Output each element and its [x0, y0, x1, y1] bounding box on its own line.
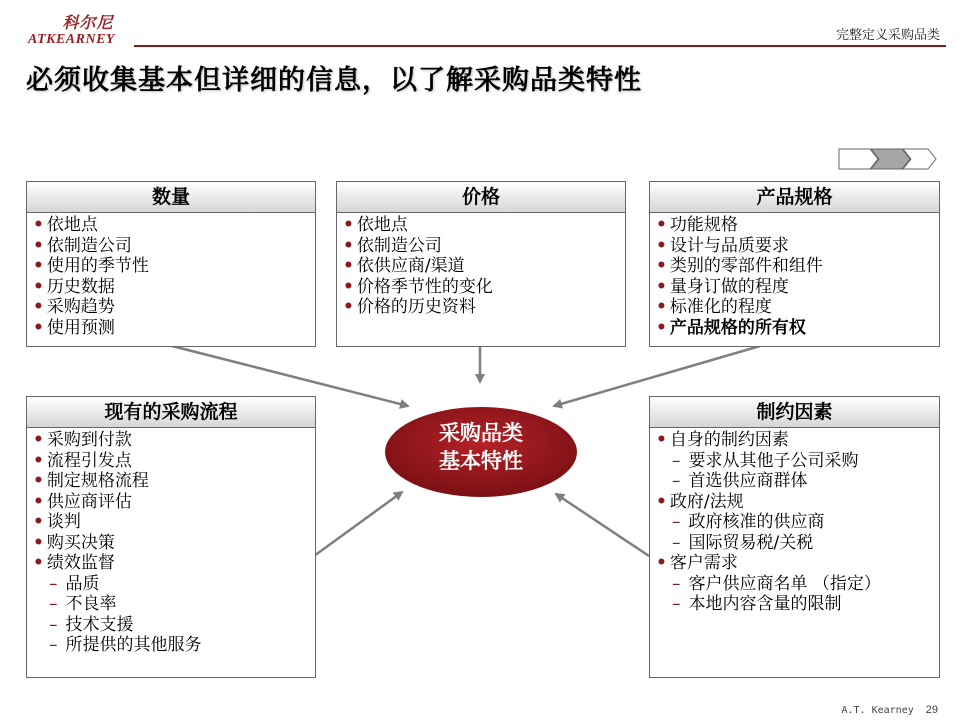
box-title: 现有的采购流程 — [27, 397, 315, 428]
bullet-list — [650, 213, 939, 338]
list-item: • 依地点 — [33, 215, 98, 235]
list-item: • 历史数据 — [33, 276, 115, 297]
sub-list-item: – 要求从其他子公司采购 — [672, 450, 859, 471]
price-box — [336, 181, 626, 347]
list-item: • 购买决策 — [33, 532, 115, 553]
bullet-list — [337, 213, 625, 318]
sub-list-item: – 品质 — [49, 573, 100, 594]
page-title: 必须收集基本但详细的信息，以了解采购品类特性 — [26, 65, 642, 96]
list-item: • 依制造公司 — [343, 235, 442, 256]
list-item: • 价格季节性的变化 — [343, 276, 493, 297]
logo-chinese: 科尔尼 — [62, 13, 114, 32]
center-label — [383, 402, 579, 492]
product-spec-box — [649, 181, 940, 347]
list-item: • 自身的制约因素 — [656, 430, 789, 450]
footer — [842, 704, 939, 716]
list-item: • 绩效监督 — [33, 553, 115, 573]
box-title: 价格 — [337, 182, 625, 213]
bullet-list — [650, 428, 939, 615]
list-item: • 制定规格流程 — [33, 471, 149, 491]
sub-list-item: – 首选供应商群体 — [672, 471, 808, 491]
quantity-box — [26, 181, 316, 347]
sub-list-item: – 国际贸易税/关税 — [672, 532, 814, 553]
center-line-2: 基本特性 — [439, 449, 523, 473]
list-item: • 使用的季节性 — [33, 256, 149, 276]
list-item: • 量身订做的程度 — [656, 276, 789, 297]
list-item: • 政府/法规 — [656, 491, 744, 512]
list-item: • 采购到付款 — [33, 430, 132, 450]
purchasing-process-box — [26, 396, 316, 678]
list-item: • 供应商评估 — [33, 491, 132, 512]
list-item: • 类别的零部件和组件 — [656, 256, 823, 276]
sub-list-item: – 所提供的其他服务 — [49, 635, 202, 655]
center-line-1: 采购品类 — [439, 421, 523, 445]
list-item: • 依地点 — [343, 215, 408, 235]
page-number: 29 — [925, 704, 938, 716]
box-title: 制约因素 — [650, 397, 939, 428]
list-item: • 客户需求 — [656, 553, 738, 573]
footer-brand: A.T. Kearney — [841, 705, 914, 716]
list-item: • 价格的历史资料 — [343, 297, 476, 317]
bullet-list — [27, 213, 315, 338]
list-item: • 采购趋势 — [33, 297, 115, 317]
bullet-list — [27, 428, 315, 656]
sub-list-item: – 不良率 — [49, 594, 117, 614]
list-item: • 依供应商/渠道 — [343, 256, 465, 276]
list-item: • 标准化的程度 — [656, 297, 772, 317]
sub-list-item: – 客户供应商名单 （指定） — [672, 573, 881, 594]
arrow-from-constraints — [556, 494, 649, 556]
box-title: 数量 — [27, 182, 315, 213]
sub-list-item: – 本地内容含量的限制 — [672, 594, 842, 614]
list-item: • 谈判 — [33, 512, 81, 532]
list-item: • 使用预测 — [33, 317, 115, 338]
constraints-box — [649, 396, 940, 678]
logo-english: ATKEARNEY — [28, 32, 115, 47]
sub-list-item: – 政府核准的供应商 — [672, 512, 825, 532]
box-title: 产品规格 — [650, 182, 939, 213]
list-item: • 设计与品质要求 — [656, 235, 789, 256]
section-label: 完整定义采购品类 — [835, 28, 940, 43]
list-item: • 流程引发点 — [33, 450, 132, 471]
sub-list-item: – 技术支援 — [49, 614, 134, 635]
list-item: • 功能规格 — [656, 215, 738, 235]
list-item: • 产品规格的所有权 — [656, 317, 806, 338]
arrow-from-process — [314, 492, 402, 556]
list-item: • 依制造公司 — [33, 235, 132, 256]
